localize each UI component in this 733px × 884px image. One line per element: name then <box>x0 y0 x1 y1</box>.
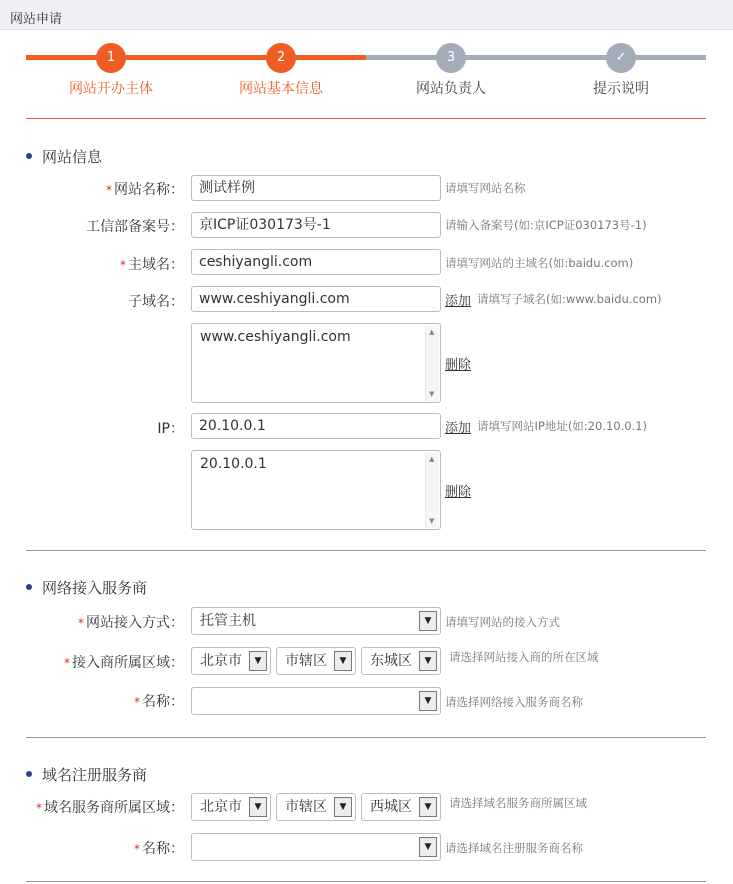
step-2-label: 网站基本信息 <box>239 81 323 97</box>
access-area-select[interactable] <box>361 647 441 675</box>
page-header <box>0 0 733 30</box>
section-access-provider-title: 网络接入服务商 <box>42 579 148 597</box>
subdomain-list-item[interactable]: www.ceshiyangli.com <box>200 329 351 345</box>
chevron-down-icon[interactable]: ▼ <box>249 651 267 671</box>
domain-hint: 请填写网站的主域名(如:baidu.com) <box>445 256 634 270</box>
bullet-icon <box>26 584 32 590</box>
access-city-value: 北京市 <box>200 653 242 669</box>
access-name-select[interactable] <box>191 687 441 715</box>
icp-hint: 请输入备案号(如:京ICP证030173号-1) <box>445 218 647 232</box>
access-name-hint: 请选择网络接入服务商名称 <box>445 695 583 709</box>
access-method-hint: 请填写网站的接入方式 <box>445 615 560 629</box>
subdomain-delete-link[interactable]: 删除 <box>445 358 472 373</box>
chevron-down-icon[interactable]: ▼ <box>334 797 352 817</box>
ip-add-link[interactable]: 添加 <box>445 421 472 436</box>
subdomain-label: 子域名： <box>128 294 184 310</box>
scroll-up-icon[interactable]: ▲ <box>429 328 435 336</box>
chevron-down-icon[interactable]: ▼ <box>334 651 352 671</box>
page-title: 网站申请 <box>10 12 63 27</box>
scroll-up-icon[interactable]: ▲ <box>429 455 435 463</box>
registrar-area-select[interactable] <box>361 793 441 821</box>
scroll-down-icon[interactable]: ▼ <box>429 517 435 525</box>
registrar-region-label: * 域名服务商所属区域： <box>36 800 184 816</box>
bullet-icon <box>26 771 32 777</box>
ip-input[interactable]: 20.10.0.1 <box>191 413 441 439</box>
registrar-name-select[interactable] <box>191 833 441 861</box>
section-access-provider <box>26 577 147 598</box>
scroll-down-icon[interactable]: ▼ <box>429 390 435 398</box>
bullet-icon <box>26 153 32 159</box>
chevron-down-icon[interactable]: ▼ <box>419 651 437 671</box>
registrar-region-hint: 请选择域名服务商所属区域 <box>449 796 587 810</box>
chevron-down-icon[interactable]: ▼ <box>419 611 437 631</box>
subdomain-hint: 请填写子域名(如:www.baidu.com) <box>477 292 662 306</box>
step-4-label: 提示说明 <box>593 81 649 97</box>
access-region-hint: 请选择网站接入商的所在区域 <box>449 650 599 664</box>
subdomain-list-scrollbar[interactable] <box>425 325 439 401</box>
registrar-area-value: 西城区 <box>370 799 412 815</box>
registrar-district-value: 市辖区 <box>285 799 327 815</box>
subdomain-input[interactable]: www.ceshiyangli.com <box>191 286 441 312</box>
chevron-down-icon[interactable]: ▼ <box>419 797 437 817</box>
chevron-down-icon[interactable]: ▼ <box>419 691 437 711</box>
ip-hint: 请填写网站IP地址(如:20.10.0.1) <box>477 419 648 433</box>
ip-list-scrollbar[interactable] <box>425 452 439 528</box>
step-line-done <box>26 55 366 60</box>
section-site-info <box>26 146 102 167</box>
step-3-circle: 3 <box>436 43 466 73</box>
registrar-city-select[interactable] <box>191 793 271 821</box>
section-site-info-title: 网站信息 <box>42 148 103 166</box>
domain-input[interactable]: ceshiyangli.com <box>191 249 441 275</box>
site-name-label: * 网站名称： <box>106 182 184 198</box>
access-method-label: * 网站接入方式： <box>78 615 184 631</box>
subdomain-add-link[interactable]: 添加 <box>445 294 472 309</box>
ip-list[interactable] <box>191 450 441 530</box>
section-divider <box>26 881 706 882</box>
ip-list-item[interactable]: 20.10.0.1 <box>200 456 267 472</box>
section-divider <box>26 550 706 551</box>
subdomain-list[interactable] <box>191 323 441 403</box>
step-progress <box>26 40 706 100</box>
section-divider <box>26 737 706 738</box>
access-area-value: 东城区 <box>370 653 412 669</box>
access-city-select[interactable] <box>191 647 271 675</box>
registrar-district-select[interactable] <box>276 793 356 821</box>
chevron-down-icon[interactable]: ▼ <box>419 837 437 857</box>
ip-label: IP： <box>157 421 184 437</box>
section-registrar-title: 域名注册服务商 <box>42 766 148 784</box>
access-region-label: * 接入商所属区域： <box>64 655 184 671</box>
registrar-name-hint: 请选择域名注册服务商名称 <box>445 841 583 855</box>
step-1-label: 网站开办主体 <box>69 81 153 97</box>
domain-label: * 主域名： <box>120 257 184 273</box>
access-district-select[interactable] <box>276 647 356 675</box>
access-district-value: 市辖区 <box>285 653 327 669</box>
icp-input[interactable]: 京ICP证030173号-1 <box>191 212 441 238</box>
steps-divider <box>26 118 706 119</box>
step-2-circle: 2 <box>266 43 296 73</box>
step-3-label: 网站负责人 <box>416 81 486 97</box>
access-name-label: * 名称： <box>134 694 184 710</box>
icp-label: 工信部备案号： <box>86 219 184 235</box>
ip-delete-link[interactable]: 删除 <box>445 485 472 500</box>
registrar-city-value: 北京市 <box>200 799 242 815</box>
site-name-hint: 请填写网站名称 <box>445 181 526 195</box>
chevron-down-icon[interactable]: ▼ <box>249 797 267 817</box>
step-4-check-icon: ✓ <box>606 43 636 73</box>
registrar-name-label: * 名称： <box>134 841 184 857</box>
site-name-input[interactable]: 测试样例 <box>191 175 441 201</box>
step-1-circle: 1 <box>96 43 126 73</box>
step-line-pending <box>366 55 706 60</box>
section-registrar <box>26 764 147 785</box>
access-method-value: 托管主机 <box>200 613 256 629</box>
access-method-select[interactable] <box>191 607 441 635</box>
